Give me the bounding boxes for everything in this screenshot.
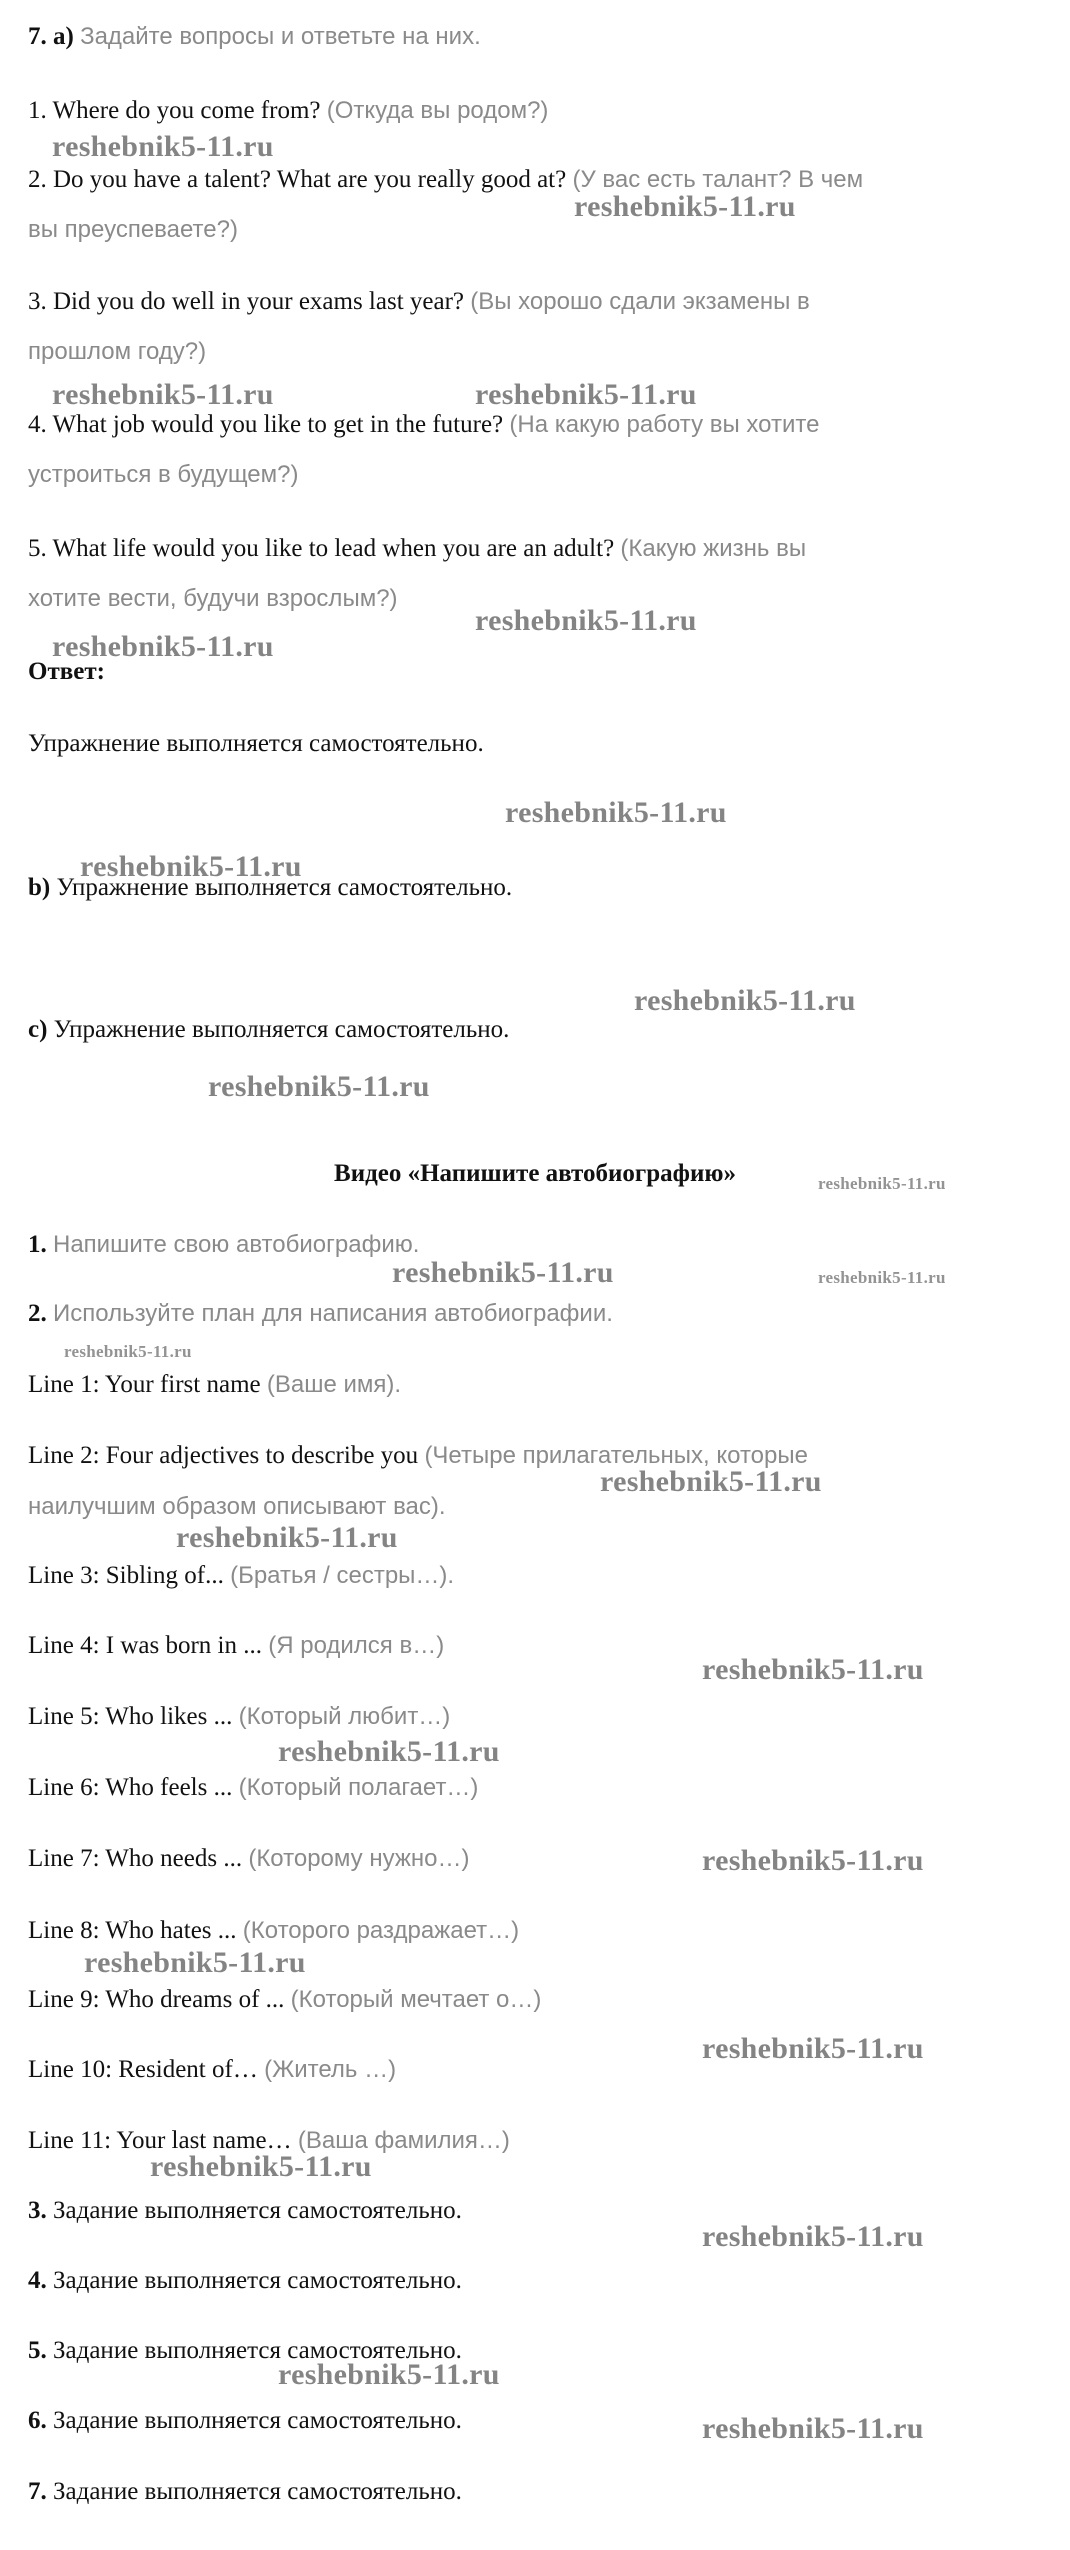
question-en: 4. What job would you like to get in the future? bbox=[28, 411, 504, 438]
watermark: reshebnik5-11.ru bbox=[208, 1070, 430, 1103]
watermark: reshebnik5-11.ru bbox=[505, 796, 727, 829]
plan-line-8 bbox=[28, 1914, 519, 1948]
answer-label: Ответ: bbox=[28, 658, 105, 685]
question-2-ru-cont: вы преуспеваете?) bbox=[28, 216, 238, 243]
plan-line-2-ru-cont: наилучшим образом описывают вас). bbox=[28, 1493, 446, 1520]
question-ru: (Какую жизнь вы bbox=[620, 535, 807, 562]
ex7-instruction: Задайте вопросы и ответьте на них. bbox=[80, 23, 481, 50]
question-3-ru-cont: прошлом году?) bbox=[28, 338, 207, 365]
part-c-label: c) bbox=[28, 1016, 48, 1043]
plan-line-1 bbox=[28, 1368, 401, 1402]
video-heading: Видео «Напишите автобиографию» bbox=[334, 1160, 736, 1187]
plan-line-10 bbox=[28, 2053, 396, 2087]
question-en: 1. Where do you come from? bbox=[28, 97, 321, 124]
plan-line-5 bbox=[28, 1700, 450, 1734]
plan-line-en: Line 2: Four adjectives to describe you bbox=[28, 1442, 419, 1469]
watermark: reshebnik5-11.ru bbox=[600, 1465, 822, 1498]
watermark: reshebnik5-11.ru bbox=[702, 1653, 924, 1686]
task-text: Используйте план для написания автобиографии. bbox=[53, 1300, 613, 1327]
task-text: Задание выполняется самостоятельно. bbox=[53, 2197, 462, 2224]
video-task-2 bbox=[28, 1297, 613, 1331]
video-task-3 bbox=[28, 2194, 462, 2228]
watermark: reshebnik5-11.ru bbox=[574, 190, 796, 223]
task-text: Задание выполняется самостоятельно. bbox=[53, 2407, 462, 2434]
plan-line-ru: (Который любит…) bbox=[238, 1703, 451, 1730]
question-3 bbox=[28, 285, 810, 319]
watermark: reshebnik5-11.ru bbox=[818, 1268, 946, 1287]
video-task-4 bbox=[28, 2264, 462, 2298]
plan-line-en: Line 10: Resident of… bbox=[28, 2056, 258, 2083]
watermark: reshebnik5-11.ru bbox=[150, 2150, 372, 2183]
question-ru: (Вы хорошо сдали экзамены в bbox=[470, 288, 810, 315]
plan-line-en: Line 7: Who needs ... bbox=[28, 1845, 243, 1872]
task-number: 3. bbox=[28, 2197, 47, 2224]
part-c bbox=[28, 1013, 509, 1047]
watermark: reshebnik5-11.ru bbox=[634, 984, 856, 1017]
plan-line-7 bbox=[28, 1842, 470, 1876]
question-4-ru-cont: устроиться в будущем?) bbox=[28, 461, 299, 488]
plan-line-ru: (Который мечтает о…) bbox=[290, 1986, 542, 2013]
video-task-7 bbox=[28, 2475, 462, 2509]
part-b-text: Упражнение выполняется самостоятельно. bbox=[56, 874, 513, 901]
plan-line-ru: (Ваша фамилия…) bbox=[297, 2127, 510, 2154]
question-1 bbox=[28, 94, 548, 128]
watermark: reshebnik5-11.ru bbox=[702, 1844, 924, 1877]
task-number: 1. bbox=[28, 1231, 47, 1258]
part-c-text: Упражнение выполняется самостоятельно. bbox=[53, 1016, 510, 1043]
plan-line-ru: (Ваше имя). bbox=[266, 1371, 402, 1398]
watermark: reshebnik5-11.ru bbox=[702, 2412, 924, 2445]
plan-line-6 bbox=[28, 1771, 478, 1805]
plan-line-ru: (Я родился в…) bbox=[268, 1632, 445, 1659]
question-ru: (Откуда вы родом?) bbox=[326, 97, 549, 124]
plan-line-en: Line 5: Who likes ... bbox=[28, 1703, 233, 1730]
watermark: reshebnik5-11.ru bbox=[176, 1521, 398, 1554]
task-number: 7. bbox=[28, 2478, 47, 2505]
question-ru: (У вас есть талант? В чем bbox=[572, 166, 864, 193]
plan-line-en: Line 11: Your last name… bbox=[28, 2127, 292, 2154]
ex7-number: 7. bbox=[28, 23, 47, 50]
plan-line-ru: (Которому нужно…) bbox=[248, 1845, 470, 1872]
plan-line-4 bbox=[28, 1629, 444, 1663]
task-text: Задание выполняется самостоятельно. bbox=[53, 2337, 462, 2364]
watermark: reshebnik5-11.ru bbox=[702, 2032, 924, 2065]
question-en: 2. Do you have a talent? What are you really good at? bbox=[28, 166, 567, 193]
plan-line-ru: (Которого раздражает…) bbox=[242, 1917, 520, 1944]
watermark: reshebnik5-11.ru bbox=[278, 1735, 500, 1768]
task-number: 5. bbox=[28, 2337, 47, 2364]
plan-line-3 bbox=[28, 1559, 454, 1593]
plan-line-ru: (Четыре прилагательных, которые bbox=[424, 1442, 808, 1469]
watermark: reshebnik5-11.ru bbox=[818, 1174, 946, 1193]
question-en: 5. What life would you like to lead when you are an adult? bbox=[28, 535, 615, 562]
plan-line-ru: (Братья / сестры…). bbox=[230, 1562, 455, 1589]
video-task-1 bbox=[28, 1228, 419, 1262]
watermark: reshebnik5-11.ru bbox=[52, 130, 274, 163]
watermark: reshebnik5-11.ru bbox=[52, 630, 274, 663]
question-ru: (На какую работу вы хотите bbox=[509, 411, 820, 438]
question-4 bbox=[28, 408, 819, 442]
watermark: reshebnik5-11.ru bbox=[475, 604, 697, 637]
task-text: Напишите свою автобиографию. bbox=[53, 1231, 420, 1258]
part-b-label: b) bbox=[28, 874, 51, 901]
watermark: reshebnik5-11.ru bbox=[702, 2220, 924, 2253]
question-en: 3. Did you do well in your exams last year? bbox=[28, 288, 465, 315]
plan-line-en: Line 6: Who feels ... bbox=[28, 1774, 233, 1801]
watermark: reshebnik5-11.ru bbox=[475, 378, 697, 411]
plan-line-en: Line 9: Who dreams of ... bbox=[28, 1986, 285, 2013]
task-text: Задание выполняется самостоятельно. bbox=[53, 2267, 462, 2294]
watermark: reshebnik5-11.ru bbox=[278, 2358, 500, 2391]
watermark: reshebnik5-11.ru bbox=[84, 1946, 306, 1979]
watermark: reshebnik5-11.ru bbox=[52, 378, 274, 411]
plan-line-ru: (Житель …) bbox=[264, 2056, 397, 2083]
plan-line-9 bbox=[28, 1983, 541, 2017]
watermark: reshebnik5-11.ru bbox=[392, 1256, 614, 1289]
ex7-heading bbox=[28, 20, 481, 54]
answer-text: Упражнение выполняется самостоятельно. bbox=[28, 730, 484, 757]
watermark: reshebnik5-11.ru bbox=[64, 1342, 192, 1361]
plan-line-en: Line 1: Your first name bbox=[28, 1371, 261, 1398]
task-number: 6. bbox=[28, 2407, 47, 2434]
plan-line-ru: (Который полагает…) bbox=[238, 1774, 479, 1801]
ex7-part-a-label: а) bbox=[53, 23, 74, 50]
task-number: 4. bbox=[28, 2267, 47, 2294]
question-5-ru-cont: хотите вести, будучи взрослым?) bbox=[28, 585, 398, 612]
watermark: reshebnik5-11.ru bbox=[80, 850, 302, 883]
question-5 bbox=[28, 532, 806, 566]
task-text: Задание выполняется самостоятельно. bbox=[53, 2478, 462, 2505]
plan-line-en: Line 4: I was born in ... bbox=[28, 1632, 262, 1659]
plan-line-en: Line 8: Who hates ... bbox=[28, 1917, 237, 1944]
video-task-6 bbox=[28, 2404, 462, 2438]
plan-line-en: Line 3: Sibling of... bbox=[28, 1562, 224, 1589]
task-number: 2. bbox=[28, 1300, 47, 1327]
